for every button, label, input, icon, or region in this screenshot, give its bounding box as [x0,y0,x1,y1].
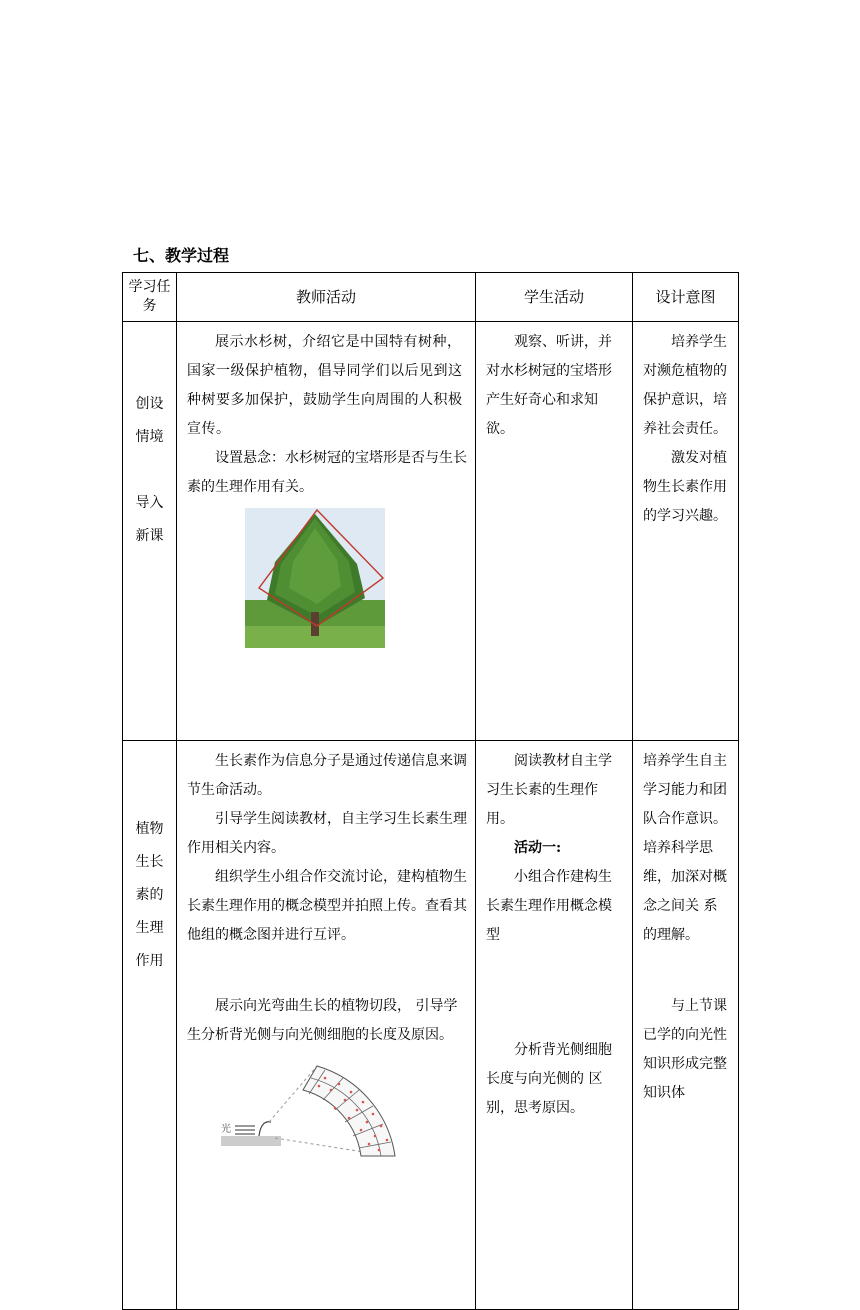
teacher-text: 设置悬念：水杉树冠的宝塔形是否与生长素的生理作用有关。 [187,450,467,495]
task-line: 情境 [135,429,164,445]
task-line: 生理 [135,920,164,936]
header-teacher: 教师活动 [177,273,476,322]
task-line [123,454,176,487]
task-line: 新课 [135,528,164,544]
light-label: 光 [221,1124,231,1135]
task-line: 作用 [135,953,164,969]
teacher-activity-2 [177,741,476,1310]
student-text: 阅读教材自主学习生长素的生理作用。 [486,753,612,827]
intent-text: 培养学生自主学习能力和团队合作意识。 [643,753,727,827]
student-activity-2 [476,741,633,1310]
teacher-text: 组织学生小组合作交流讨论，建构植物生长素生理作用的概念模型并拍照上传。查看其他组的概念图并进行互评。 [187,869,467,943]
task-cell-2 [123,741,177,1310]
intent-text: 激发对植物生长素作用的学习兴趣。 [643,450,727,524]
task-line: 导入 [135,495,164,511]
table-header-row [123,273,739,322]
teacher-text: 生长素作为信息分子是通过传递信息来调节生命活动。 [187,753,467,798]
student-text: 分析背光侧细胞长度与向光侧的 区别，思考原因。 [486,1042,612,1116]
activity-title: 活动一: [514,840,562,856]
task-cell-1 [123,322,177,741]
task-line: 素的 [135,887,164,903]
phototropism-cell-diagram [221,1064,401,1160]
student-activity-1 [476,322,633,741]
teacher-activity-1 [177,322,476,741]
header-intent: 设计意图 [633,273,739,322]
intent-text: 与上节课已学的向光性知识形成完整知识体 [643,998,727,1101]
intent-text: 培养学生对濒危植物的保护意识，培养社会责任。 [643,334,727,437]
student-text: 小组合作建构生长素生理作用概念模型 [486,869,612,943]
teacher-text: 展示水杉树，介绍它是中国特有树种，国家一级保护植物，倡导同学们以后见到这种树要多加保护，鼓励学生向周围的人积极宣传。 [187,334,463,437]
task-line: 植物 [135,821,164,837]
header-task: 学习任务 [123,273,177,322]
design-intent-2 [633,741,739,1310]
teacher-text: 展示向光弯曲生长的植物切段， 引导学生分析背光侧与向光侧细胞的长度及原因。 [187,998,458,1043]
student-text: 观察、听讲，并对水杉树冠的宝塔形产生好奇心和求知欲。 [486,334,612,437]
teaching-process-table [122,272,739,1310]
section-heading: 七、教学过程 [133,246,230,265]
design-intent-1 [633,322,739,741]
table-row [123,741,739,1310]
table-row [123,322,739,741]
header-student: 学生活动 [476,273,633,322]
metasequoia-tree-image [245,508,385,648]
task-line: 生长 [135,854,164,870]
task-line: 创设 [135,396,164,412]
teacher-text: 引导学生阅读教材，自主学习生长素生理作用相关内容。 [187,811,467,856]
intent-text: 培养科学思维，加深对概念之间关 系的理解。 [643,840,727,943]
